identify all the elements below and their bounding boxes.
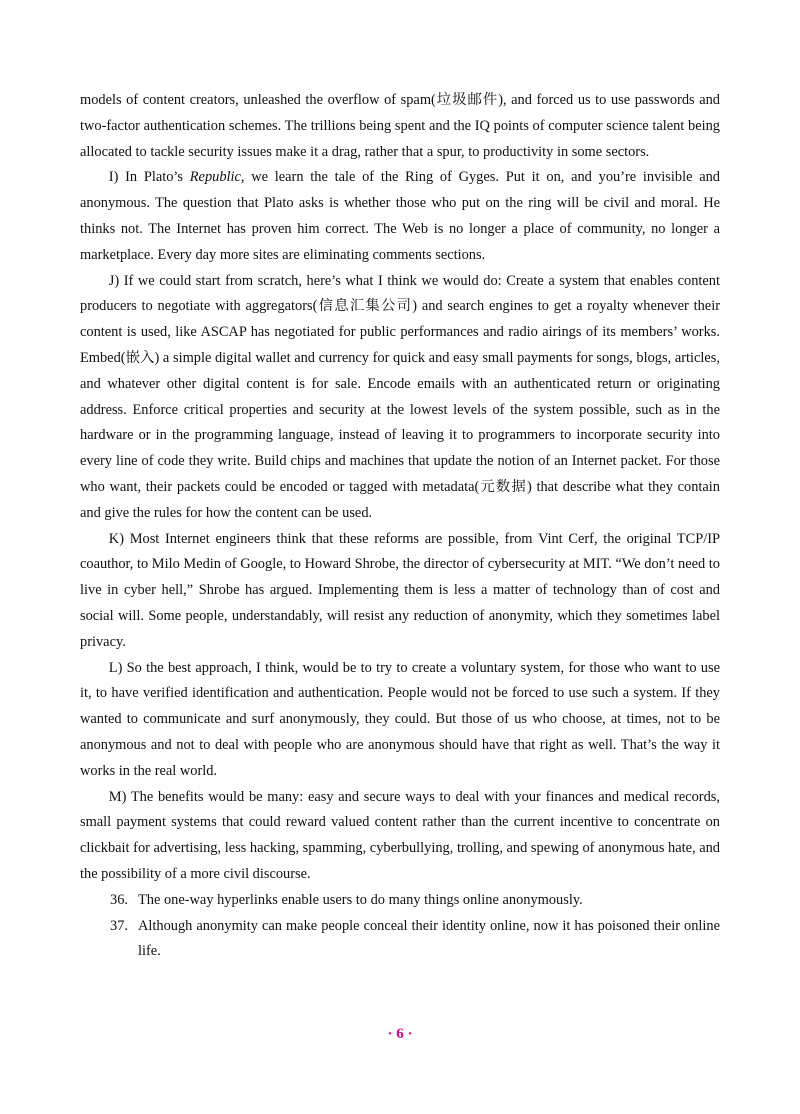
question-number: 36. (110, 891, 128, 908)
paragraph-i (80, 165, 720, 268)
book-title-republic: Republic (189, 169, 241, 186)
question-36 (80, 888, 720, 914)
document-page (80, 88, 720, 965)
question-37 (80, 914, 720, 966)
paragraph-m: M) The benefits would be many: easy and secure ways to deal with your finances and medical records, small payment systems that could reward valued content rather than the current incentive to concentrate on clickbait for advertising, less hacking, spamming, cyberbullying, trolling, and spewing of anonymous hate, and the possibility of a more civil discourse. (80, 788, 720, 882)
paragraph-l: L) So the best approach, I think, would be to try to create a voluntary system, for those who want to use it, to have verified identification and authentication. People would not be forced to use such a system. If they wanted to communicate and surf anonymously, they could. But those of us who choose, at times, not to be anonymous and not to deal with people who are anonymous should have that right as well. That’s the way it works in the real world. (80, 659, 720, 779)
question-text: The one-way hyperlinks enable users to do many things online anonymously. (138, 891, 583, 908)
paragraph-i-rest: , we learn the tale of the Ring of Gyges. Put it on, and you’re invisible and anonymous. The question that Plato asks is whether those who put on the ring will be civil and moral. He thinks not. The Internet has proven him correct. The Web is no longer a place of community, no longer a marketplace. Every day more sites are eliminating comments sections. (80, 169, 720, 263)
paragraph-k: K) Most Internet engineers think that these reforms are possible, from Vint Cerf, the original TCP/IP coauthor, to Milo Medin of Google, to Howard Shrobe, the director of cybersecurity at MIT. “We don’t need to live in cyber hell,” Shrobe has argued. Implementing them is less a matter of technology than of cost and social will. Some people, understandably, will resist any reduction of anonymity, which they sometimes label privacy. (80, 530, 720, 650)
question-text: Although anonymity can make people conceal their identity online, now it has poisoned their online life. (138, 917, 720, 960)
paragraph-j: J) If we could start from scratch, here’s what I think we would do: Create a system that enables content producers to negotiate with aggregators(信息汇集公司) and search engines to get a royalty whenever their content is used, like ASCAP has negotiated for public performances and radio airings of its members’ works. Embed(嵌入) a simple digital wallet and currency for quick and easy small payments for songs, blogs, articles, and whatever other digital content is for sale. Encode emails with an authenticated return or originating address. Enforce critical properties and security at the lowest levels of the system possible, such as in the hardware or in the programming language, instead of leaving it to programmers to incorporate security into every line of code they write. Build chips and machines that update the notion of an Internet packet. For those who want, their packets could be encoded or tagged with metadata(元数据) that describe what they contain and give the rules for how the content can be used. (80, 272, 720, 521)
question-number: 37. (110, 917, 128, 934)
paragraph-continued: models of content creators, unleashed the overflow of spam(垃圾邮件), and forced us to use passwords and two-factor authentication schemes. The trillions being spent and the IQ points of computer science talent being allocated to tackle security issues make it a drag, rather that a spur, to productivity in some sectors. (80, 92, 720, 160)
page-number: · 6 · (387, 1026, 413, 1042)
paragraph-i-lead: I) In Plato’s (108, 169, 190, 186)
